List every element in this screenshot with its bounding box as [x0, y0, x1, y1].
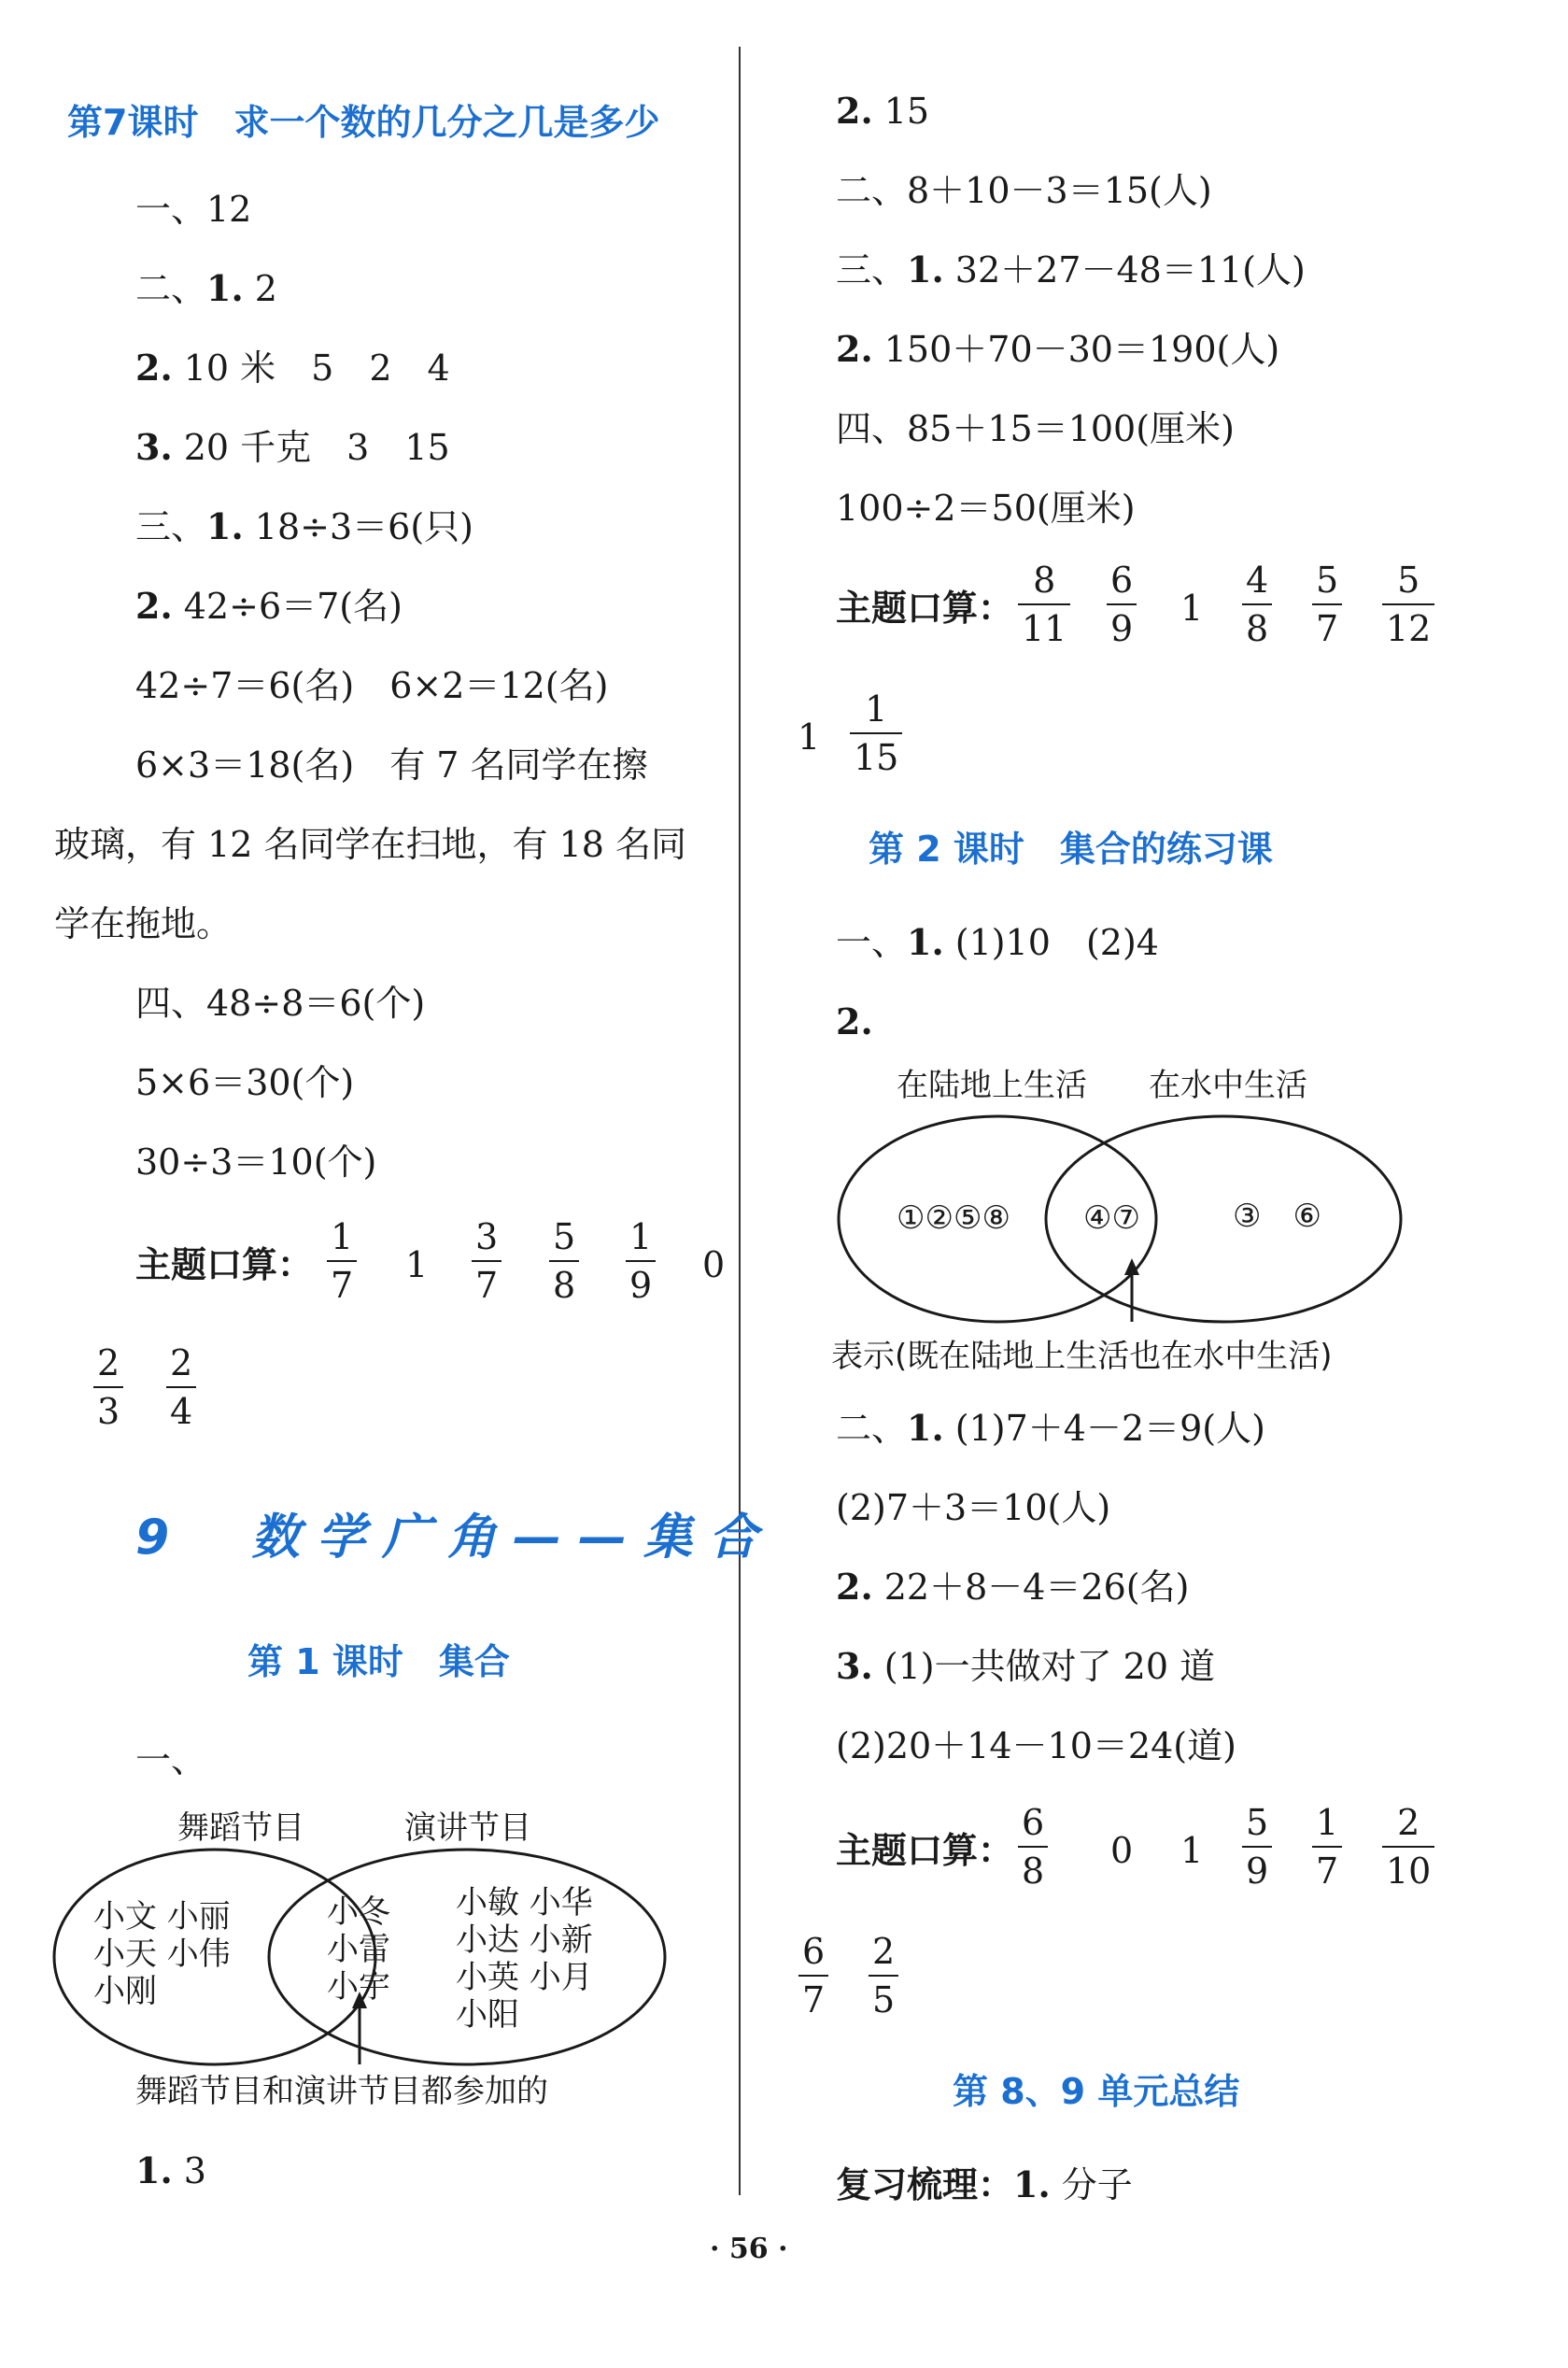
answer-line: 5×6＝30(个): [135, 1062, 355, 1103]
answer-line: 三、1. 32＋27－48＝11(人): [836, 248, 1306, 291]
integer-answer: 1: [1180, 588, 1204, 629]
fraction: [1018, 1802, 1048, 1892]
venn-right-member: 小达 小新: [456, 1921, 593, 1959]
fraction: [798, 1931, 828, 2021]
venn-label-water: 在水中生活: [1149, 1067, 1307, 1104]
venn-right-member: 小英 小月: [456, 1959, 593, 1996]
answer-line: (2)20＋14－10＝24(道): [836, 1725, 1236, 1766]
fraction: [327, 1216, 357, 1306]
fraction-denominator: 9: [1107, 603, 1137, 646]
fraction-denominator: 15: [850, 732, 902, 775]
venn-left-member: 小文 小丽: [93, 1898, 231, 1936]
fraction-denominator: 8: [1018, 1846, 1048, 1889]
answer-line: 二、1. (1)7＋4－2＝9(人): [836, 1407, 1265, 1449]
right-column: [747, 0, 1568, 2261]
answer-line: 二、8＋10－3＝15(人): [836, 170, 1212, 211]
integer-answer: 1: [405, 1244, 429, 1285]
integer-answer: 0: [1110, 1830, 1134, 1871]
fraction: [1242, 1802, 1272, 1892]
question-label: 一、: [135, 1739, 207, 1780]
left-column: [0, 0, 775, 2261]
integer-answer: 1: [1180, 1830, 1204, 1871]
fraction: [1242, 560, 1272, 649]
answer-line: 三、1. 18÷3＝6(只): [135, 505, 473, 547]
page-number: · 56 ·: [710, 2233, 788, 2265]
fraction-numerator: 5: [1397, 560, 1420, 601]
venn-both-member: 小宇: [327, 1968, 390, 2006]
answer-line: 100÷2＝50(厘米): [836, 488, 1136, 529]
fraction-denominator: 8: [1242, 603, 1272, 646]
fraction-denominator: 3: [93, 1386, 123, 1429]
heading-lesson-2: 第 2 课时 集合的练习课: [869, 829, 1273, 870]
answer-line: 2. 10 米 5 2 4: [135, 347, 450, 389]
fraction: [166, 1342, 196, 1432]
fraction-denominator: 7: [1312, 603, 1342, 646]
fraction: [549, 1216, 579, 1306]
fraction: [1312, 1802, 1342, 1892]
fraction-denominator: 7: [1312, 1846, 1342, 1889]
fraction-denominator: 5: [869, 1975, 898, 2018]
venn-label-land: 在陆地上生活: [897, 1067, 1087, 1104]
fraction-numerator: 1: [629, 1216, 653, 1257]
fraction-denominator: 9: [626, 1260, 656, 1303]
review-line: 复习梳理：1. 分子: [836, 2163, 1133, 2205]
fraction-numerator: 2: [872, 1931, 896, 1972]
fraction-numerator: 5: [553, 1216, 576, 1257]
venn-both-members: ④⑦: [1083, 1199, 1140, 1237]
fraction-denominator: 11: [1018, 603, 1070, 646]
answer-line: 3. 20 千克 3 15: [135, 426, 450, 468]
integer-answer: 1: [798, 716, 821, 758]
oral-calc-label: 主题口算：: [836, 1830, 1014, 1871]
fraction: [1312, 560, 1342, 649]
answer-line: 一、1. (1)10 (2)4: [836, 921, 1159, 963]
venn-right-member: 小阳: [456, 1996, 519, 2034]
fraction-numerator: 1: [1316, 1802, 1339, 1843]
venn-both-member: 小冬: [327, 1893, 390, 1931]
fraction: [869, 1931, 898, 2021]
venn-note: 表示(既在陆地上生活也在水中生活): [831, 1338, 1333, 1375]
answer-line: 一、12: [135, 189, 252, 230]
venn-note: 舞蹈节目和演讲节目都参加的: [135, 2073, 548, 2110]
fraction-numerator: 6: [802, 1931, 826, 1972]
answer-line: 1. 3: [135, 2149, 206, 2191]
fraction: [850, 688, 902, 778]
venn-right-members: ③ ⑥: [1233, 1198, 1321, 1235]
fraction-numerator: 2: [170, 1342, 193, 1383]
venn-left-members: ①②⑤⑧: [897, 1199, 1010, 1237]
answer-line: 2.: [836, 1000, 873, 1042]
heading-lesson-7: 第7课时 求一个数的几分之几是多少: [67, 102, 660, 143]
fraction-numerator: 5: [1316, 560, 1339, 601]
fraction-numerator: 8: [1033, 560, 1056, 601]
oral-calc-label: 主题口算：: [836, 588, 1014, 629]
fraction: [1382, 560, 1434, 649]
column-divider: [739, 47, 741, 2195]
venn-left-member: 小刚: [93, 1973, 157, 2010]
fraction-denominator: 4: [166, 1386, 196, 1429]
venn-right-member: 小敏 小华: [456, 1884, 593, 1921]
fraction-denominator: 7: [472, 1260, 501, 1303]
chapter-heading: 9 数学广角——集合: [135, 1510, 775, 1566]
fraction: [472, 1216, 501, 1306]
integer-answer: 0: [702, 1244, 726, 1285]
fraction-denominator: 12: [1382, 603, 1434, 646]
answer-line: 四、48÷8＝6(个): [135, 983, 426, 1024]
answer-line: 四、85＋15＝100(厘米): [836, 408, 1235, 449]
fraction-numerator: 2: [97, 1342, 120, 1383]
answer-line: 42÷7＝6(名) 6×2＝12(名): [135, 665, 609, 706]
answer-line: 2. 42÷6＝7(名): [135, 585, 403, 627]
fraction: [626, 1216, 656, 1306]
fraction-denominator: 7: [327, 1260, 357, 1303]
fraction-numerator: 6: [1022, 1802, 1045, 1843]
fraction-numerator: 5: [1246, 1802, 1269, 1843]
venn-left-member: 小天 小伟: [93, 1936, 231, 1973]
fraction-denominator: 8: [549, 1260, 579, 1303]
fraction: [1107, 560, 1137, 649]
answer-line: 学在拖地。: [54, 903, 233, 944]
answer-line: 2. 15: [836, 90, 930, 132]
venn-label-speech: 演讲节目: [404, 1809, 531, 1847]
answer-line: 6×3＝18(名) 有 7 名同学在擦: [135, 744, 648, 786]
answer-line: (2)7＋3＝10(人): [836, 1487, 1111, 1528]
oral-calc-label: 主题口算：: [135, 1244, 314, 1285]
fraction-numerator: 2: [1397, 1802, 1420, 1843]
fraction-numerator: 3: [475, 1216, 499, 1257]
answer-line: 玻璃，有 12 名同学在扫地，有 18 名同: [54, 824, 687, 865]
fraction-denominator: 9: [1242, 1846, 1272, 1889]
answer-line: 30÷3＝10(个): [135, 1141, 377, 1183]
venn-label-dance: 舞蹈节目: [177, 1809, 304, 1847]
fraction: [93, 1342, 123, 1432]
venn-diagram-habitat: [831, 1067, 1429, 1387]
fraction-numerator: 1: [865, 688, 888, 730]
answer-line: 2. 22＋8－4＝26(名): [836, 1566, 1190, 1608]
answer-line: 二、1. 2: [135, 267, 277, 309]
fraction-denominator: 7: [798, 1975, 828, 2018]
venn-both-member: 小雷: [327, 1931, 390, 1968]
answer-line: 3. (1)一共做对了 20 道: [836, 1645, 1216, 1687]
fraction-numerator: 6: [1110, 560, 1134, 601]
fraction: [1018, 560, 1070, 649]
venn-diagram-dance-speech: [0, 1809, 738, 2130]
fraction: [1382, 1802, 1434, 1892]
fraction-denominator: 10: [1382, 1846, 1434, 1889]
answer-line: 2. 150＋70－30＝190(人): [836, 328, 1280, 370]
heading-unit-summary: 第 8、9 单元总结: [953, 2071, 1240, 2112]
fraction-numerator: 4: [1246, 560, 1269, 601]
heading-lesson-1: 第 1 课时 集合: [247, 1641, 510, 1682]
fraction-numerator: 1: [331, 1216, 354, 1257]
